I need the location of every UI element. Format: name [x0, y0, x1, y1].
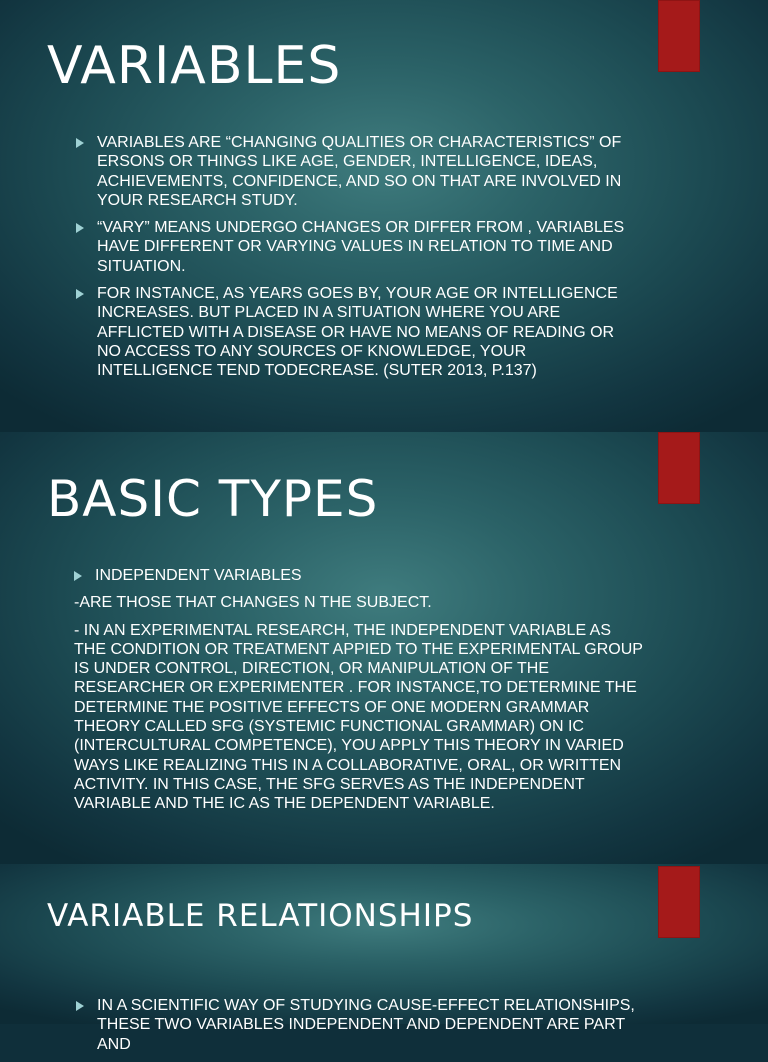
bullet-item [76, 284, 636, 380]
bullet-item [76, 133, 636, 210]
bullet-text: FOR INSTANCE, AS YEARS GOES BY, YOUR AGE OR INTELLIGENCE INCREASES. BUT PLACED IN A SITUATION WHERE YOU ARE AFFLICTED WITH A DISEASE OR HAVE NO MEANS OF READING OR NO ACCESS TO ANY SOURCES OF KNOWLEDGE, YOUR INTELLIGENCE TEND TODECREASE. (SUTER 2013, P.137) [97, 285, 618, 380]
bullet-text: VARIABLES ARE “CHANGING QUALITIES OR CHARACTERISTICS” OF ERSONS OR THINGS LIKE AGE, GENDER, INTELLIGENCE, IDEAS, ACHIEVEMENTS, CONFIDENCE, AND SO ON THAT ARE INVOLVED IN YOUR RESEARCH STUDY. [97, 134, 622, 209]
slide-body [76, 996, 646, 1062]
bullet-item [74, 566, 644, 585]
slide-body [74, 566, 644, 822]
bullet-item [76, 996, 646, 1054]
body-paragraph: - IN AN EXPERIMENTAL RESEARCH, THE INDEPENDENT VARIABLE AS THE CONDITION OR TREATMENT APPIED TO THE EXPERIMENTAL GROUP IS UNDER CONTROL, DIRECTION, OR MANIPULATION OF THE RESEARCHER OR EXPERIMENTER . FOR INSTANCE,TO DETERMINE THE DETERMINE THE POSITIVE EFFECTS OF ONE MODERN GRAMMAR THEORY CALLED SFG (SYSTEMIC FUNCTIONAL GRAMMAR) ON IC (INTERCULTURAL COMPETENCE), YOU APPLY THIS THEORY IN VARIED WAYS LIKE REALIZING THIS IN A COLLABORATIVE, ORAL, OR WRITTEN ACTIVITY. IN THIS CASE, THE SFG SERVES AS THE INDEPENDENT VARIABLE AND THE IC AS THE DEPENDENT VARIABLE. [74, 621, 643, 813]
slide-variables [0, 0, 768, 432]
slide-variable-relationships [0, 864, 768, 1053]
accent-bar [658, 432, 700, 504]
slide-title: VARIABLE RELATIONSHIPS [47, 898, 474, 934]
accent-bar [658, 866, 700, 938]
bullet-text: INDEPENDENT VARIABLES [95, 567, 302, 584]
bullet-item [76, 218, 636, 276]
body-paragraph: -ARE THOSE THAT CHANGES N THE SUBJECT. [74, 594, 432, 612]
triangle-bullet-icon [76, 223, 84, 233]
triangle-bullet-icon [76, 138, 84, 148]
accent-bar [658, 0, 700, 72]
slide-basic-types [0, 432, 768, 864]
triangle-bullet-icon [76, 289, 84, 299]
triangle-bullet-icon [76, 1001, 84, 1011]
slide-title: VARIABLES [47, 36, 342, 96]
slide-title: BASIC TYPES [47, 470, 379, 528]
triangle-bullet-icon [74, 571, 82, 581]
bullet-text: “VARY” MEANS UNDERGO CHANGES OR DIFFER FROM , VARIABLES HAVE DIFFERENT OR VARYING VALUES IN RELATION TO TIME AND SITUATION. [97, 219, 625, 275]
bullet-text: IN A SCIENTIFIC WAY OF STUDYING CAUSE-EFFECT RELATIONSHIPS, THESE TWO VARIABLES INDEPENDENT AND DEPENDENT ARE PART AND [97, 997, 635, 1053]
slide-body [76, 133, 636, 389]
